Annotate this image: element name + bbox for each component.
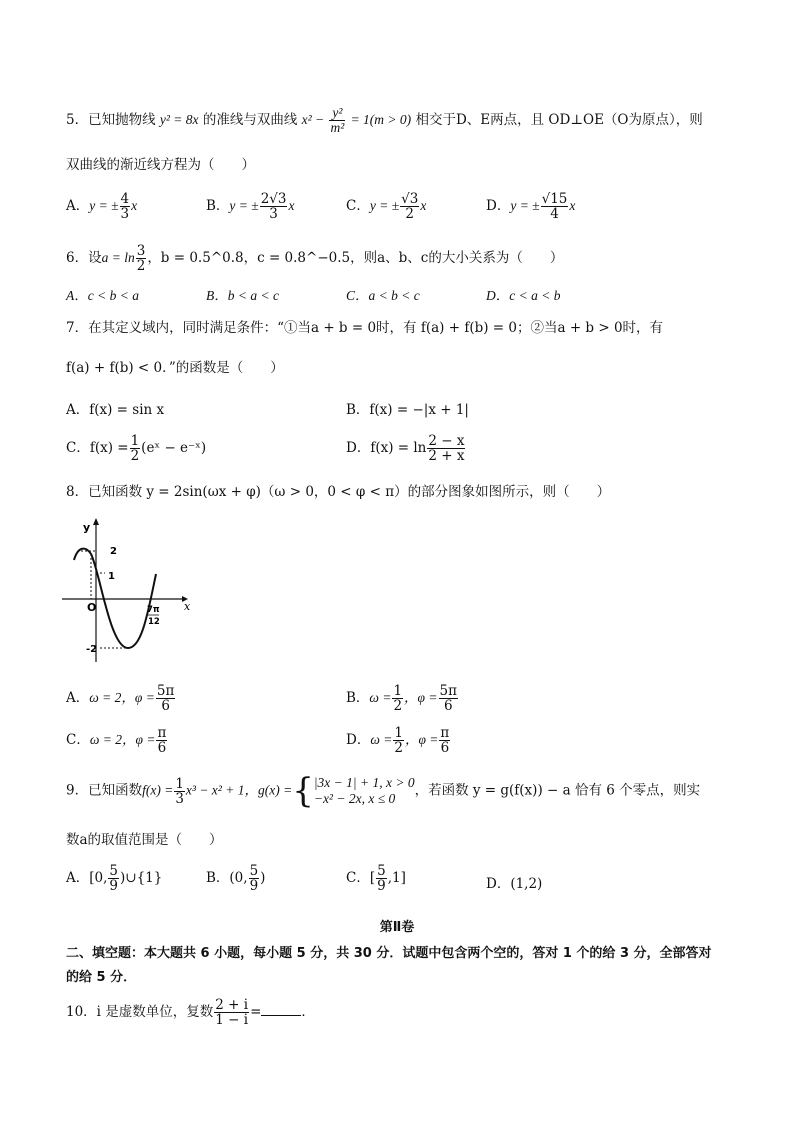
q5-option-b: B．y = ± $\frac{2√3}{3}$ x	[206, 191, 295, 222]
q9-case2: −x² − 2x, x ≤ 0	[313, 791, 396, 806]
q8-line1: 8．已知函数 y = 2sin(ωx + φ)（ω > 0，0 < φ < π）的部分图象如图所示，则（ ）	[66, 484, 611, 500]
q9-option-a: A．[0, $\frac{5}{9}$ )∪{1}	[66, 863, 163, 894]
tick-neg2: -2	[86, 644, 98, 655]
part2-title: 第Ⅱ卷	[379, 920, 415, 935]
origin-label: O	[87, 601, 97, 614]
q6-option-d: D．c < a < b	[486, 288, 561, 303]
q6-line1: 6．设a = ln $\frac{3}{2}$ ，b = 0.5^0.8，c = 0.8^−0.5，则a、b、c的大小关系为（ ）	[66, 243, 564, 274]
q7-line1: 7．在其定义域内，同时满足条件：“①当a + b = 0时，有 f(a) + f(b) = 0；②当a + b > 0时，有	[66, 320, 664, 336]
y-axis-label: y	[83, 521, 91, 534]
q5-option-a: A．y = ± $\frac{4}{3}$ x	[66, 191, 138, 222]
q8-graph	[56, 512, 196, 667]
q5-line2: 双曲线的渐近线方程为（ ）	[66, 157, 255, 173]
q8-sine-graph	[56, 512, 196, 667]
y-axis-arrow	[93, 518, 99, 525]
q5-text-c: 相交于D、E两点，且 OD⊥OE（O为原点），则	[415, 112, 703, 128]
q5-line1	[66, 106, 703, 135]
q7-option-b: B．f(x) = −|x + 1|	[346, 402, 469, 418]
x-axis-label: x	[184, 600, 191, 613]
tick-2: 2	[110, 546, 117, 557]
q5-option-c: C．y = ± $\frac{√3}{2}$ x	[346, 191, 427, 222]
q6-option-b: B．b < a < c	[206, 288, 279, 303]
q5-parabola: y² = 8x	[159, 112, 199, 127]
q5-option-d: D．y = ± $\frac{√15}{4}$ x	[486, 191, 576, 222]
q9-case1: |3x − 1| + 1, x > 0	[313, 775, 415, 790]
q5-text-b: 的准线与双曲线	[202, 112, 298, 128]
q5-hyp-frac: $\frac{\text{y²}}{\text{m²}}$	[330, 105, 345, 135]
q8-option-a: A．ω = 2，φ = $\frac{5\pi}{6}$	[66, 683, 175, 714]
tick-1: 1	[108, 571, 115, 582]
q9-option-d: D．(1,2)	[486, 876, 543, 892]
q7-option-c: C．f(x) = $\frac{1}{2}$ (eˣ − e⁻ˣ)	[66, 433, 207, 464]
q9-line1: 9．已知函数f(x) = $\frac{1}{3}$ x³ − x² + 1，g(x) ={ |3x − 1| + 1, x > 0 −x² − 2x, x ≤ 0 ，若函数 y = g(f(x)) − a 恰有 6 个零点，则实	[66, 771, 701, 811]
section-instructions-line1: 二、填空题：本大题共 6 小题，每小题 5 分，共 30 分．试题中包含两个空的，答对 1 个的给 3 分，全部答对	[66, 946, 712, 961]
q9-option-c: C．[ $\frac{5}{9}$ ,1]	[346, 863, 406, 894]
q5-hyp-rest: = 1(m > 0)	[350, 112, 412, 127]
q8-option-c: C．ω = 2，φ = $\frac{\pi}{6}$	[66, 725, 167, 756]
q6-option-a: A．c < b < a	[66, 288, 139, 303]
sine-curve	[74, 549, 156, 648]
q8-option-d: D．ω = $\frac{1}{2}$ ，φ = $\frac{\pi}{6}$	[346, 725, 450, 756]
q9-option-b: B．(0, $\frac{5}{9}$ )	[206, 863, 266, 894]
q10-line: 10．i 是虚数单位，复数 $\frac{2 + i}{1 - i}$ = ．	[66, 997, 315, 1028]
q9-line2: 数a的取值范围是（ ）	[66, 832, 223, 848]
q5-text-a: 5．已知抛物线	[66, 112, 156, 128]
q8-option-b: B．ω = $\frac{1}{2}$ ，φ = $\frac{5\pi}{6}$	[346, 683, 457, 714]
q5-hyp-x: x² −	[301, 112, 325, 127]
tick-x-num: 7π	[147, 605, 160, 615]
q7-line2: f(a) + f(b) < 0．”的函数是（ ）	[66, 360, 284, 376]
q10-answer-blank[interactable]	[261, 1003, 301, 1016]
q7-option-a: A．f(x) = sin x	[66, 402, 165, 418]
tick-x-den: 12	[148, 617, 160, 627]
q6-option-c: C．a < b < c	[346, 288, 420, 303]
q7-option-d: D．f(x) = ln $\frac{2 - x}{2 + x}$	[346, 433, 465, 464]
section-instructions-line2: 的给 5 分．	[66, 970, 137, 985]
